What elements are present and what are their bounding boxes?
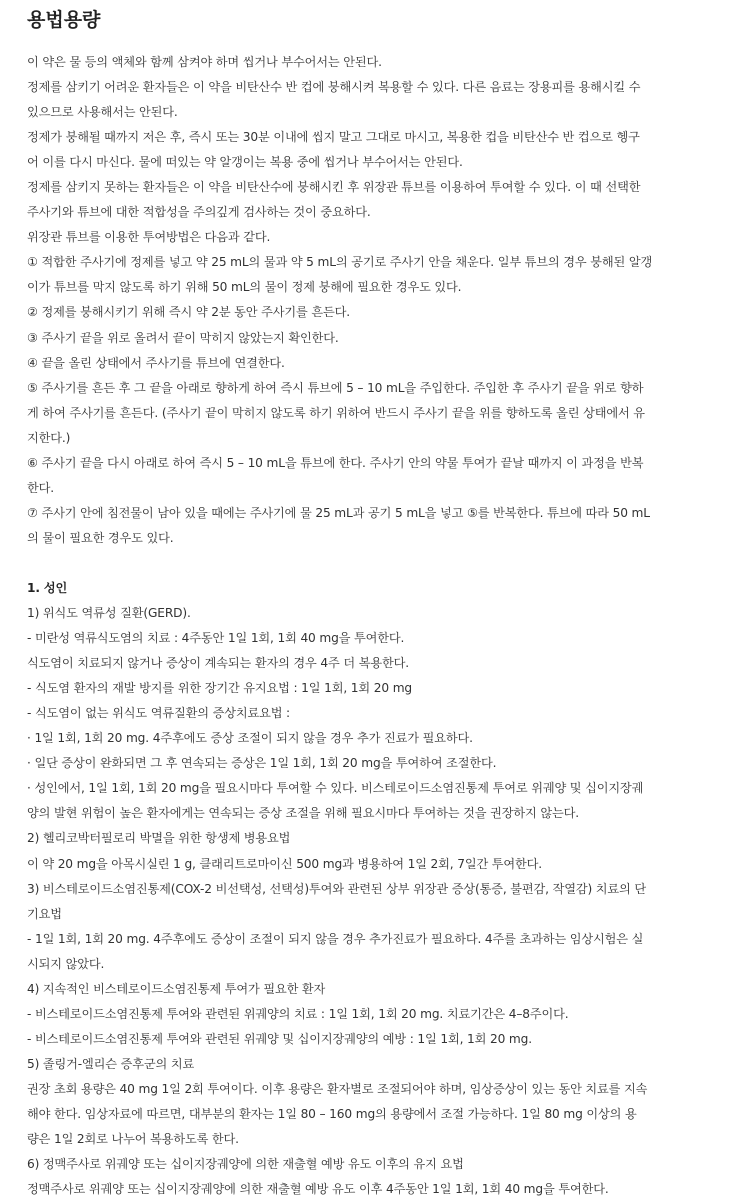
text-line: - 비스테로이드소염진통제 투여와 관련된 위궤양 및 십이지장궤양의 예방 : 1일 1회, 1회 20 mg. [27, 1031, 532, 1046]
text-line: 권장 초회 용량은 40 mg 1일 2회 투여이다. 이후 용량은 환자별로 조절되어야 하며, 임상증상이 있는 동안 치료를 지속 [27, 1081, 648, 1096]
text-line: ① 적합한 주사기에 정제를 넣고 약 25 mL의 물과 약 5 mL의 공기로 주사기 안을 채운다. 일부 튜브의 경우 붕해된 알갱 [27, 255, 653, 270]
text-line: · 일단 증상이 완화되면 그 후 연속되는 증상은 1일 1회, 1회 20 mg을 투여하여 조절한다. [27, 756, 497, 771]
text-line: 6) 정맥주사로 위궤양 또는 십이지장궤양에 의한 재출혈 예방 유도 이후의 유지 요법 [27, 1157, 464, 1172]
text-line: 한다. [27, 480, 54, 495]
text-line: 게 하여 주사기를 흔든다. (주사기 끝이 막히지 않도록 하기 위하여 반드시 주사기 끝을 위를 향하도록 올린 상태에서 유 [27, 405, 645, 420]
text-line: 4) 지속적인 비스테로이드소염진통제 투여가 필요한 환자 [27, 981, 326, 996]
text-line: 정제가 붕해될 때까지 저은 후, 즉시 또는 30분 이내에 씹지 말고 그대로 마시고, 복용한 컵을 비탄산수 반 컵으로 헹구 [27, 130, 640, 145]
text-line: 지한다.) [27, 430, 71, 445]
text-line: 식도염이 치료되지 않거나 증상이 계속되는 환자의 경우 4주 더 복용한다. [27, 656, 409, 671]
text-line: 이 약은 물 등의 액체와 함께 삼켜야 하며 씹거나 부수어서는 안된다. [27, 55, 382, 69]
text-line: - 식도염 환자의 재발 방지를 위한 장기간 유지요법 : 1일 1회, 1회 20 mg [27, 681, 413, 696]
text-line: ⑦ 주사기 안에 침전물이 남아 있을 때에는 주사기에 물 25 mL과 공기 5 mL을 넣고 ⑤를 반복한다. 튜브에 따라 50 mL [27, 505, 650, 520]
text-line: - 1일 1회, 1회 20 mg. 4주후에도 증상이 조절이 되지 않을 경우 추가진료가 필요하다. 4주를 초과하는 임상시험은 실 [27, 931, 644, 946]
text-line: 어 이를 다시 마신다. 물에 떠있는 약 알갱이는 복용 중에 씹거나 부수어서는 안된다. [27, 155, 463, 170]
page-title: 용법용량 [27, 9, 101, 31]
text-line: 주사기와 튜브에 대한 적합성을 주의깊게 검사하는 것이 중요하다. [27, 205, 371, 220]
text-line: 정맥주사로 위궤양 또는 십이지장궤양에 의한 재출혈 예방 유도 이후 4주동안 1일 1회, 1회 40 mg을 투여한다. [27, 1182, 609, 1197]
text-line: ③ 주사기 끝을 위로 올려서 끝이 막히지 않았는지 확인한다. [27, 330, 339, 345]
text-line: - 식도염이 없는 위식도 역류질환의 증상치료요법 : [27, 706, 291, 721]
text-line: ② 정제를 붕해시키기 위해 즉시 약 2분 동안 주사기를 흔든다. [27, 305, 350, 320]
text-line: 이 약 20 mg을 아목시실린 1 g, 클래리트로마이신 500 mg과 병용하여 1일 2회, 7일간 투여한다. [27, 856, 543, 871]
text-line: 의 물이 필요한 경우도 있다. [27, 530, 174, 545]
text-line: 해야 한다. 임상자료에 따르면, 대부분의 환자는 1일 80 – 160 mg의 용량에서 조절 가능하다. 1일 80 mg 이상의 용 [27, 1106, 637, 1121]
text-line: 량은 1일 2회로 나누어 복용하도록 한다. [27, 1132, 239, 1147]
text-line: 있으므로 사용해서는 안된다. [27, 105, 178, 120]
text-line: 이가 튜브를 막지 않도록 하기 위해 50 mL의 물이 정제 붕해에 필요한 경우도 있다. [27, 280, 462, 295]
section-heading: 1. 성인 [27, 580, 68, 595]
text-line: 시되지 않았다. [27, 956, 105, 971]
text-line: 5) 졸링거-엘리슨 증후군의 치료 [27, 1056, 195, 1071]
text-line: ④ 끝을 올린 상태에서 주사기를 튜브에 연결한다. [27, 355, 285, 370]
text-line: 1) 위식도 역류성 질환(GERD). [27, 606, 191, 621]
text-line: · 1일 1회, 1회 20 mg. 4주후에도 증상 조절이 되지 않을 경우 추가 진료가 필요하다. [27, 731, 473, 746]
text-line: 정제를 삼키지 못하는 환자들은 이 약을 비탄산수에 붕해시킨 후 위장관 튜브를 이용하여 투여할 수 있다. 이 때 선택한 [27, 180, 641, 195]
text-line: 3) 비스테로이드소염진통제(COX-2 비선택성, 선택성)투여와 관련된 상부 위장관 증상(통증, 불편감, 작열감) 치료의 단 [27, 881, 647, 896]
text-line: · 성인에서, 1일 1회, 1회 20 mg을 필요시마다 투여할 수 있다. 비스테로이드소염진통제 투여로 위궤양 및 십이지장궤 [27, 781, 644, 796]
text-line: - 미란성 역류식도염의 치료 : 4주동안 1일 1회, 1회 40 mg을 투여한다. [27, 631, 405, 646]
text-line: 정제를 삼키기 어려운 환자들은 이 약을 비탄산수 반 컵에 붕해시켜 복용할 수 있다. 다른 음료는 장용피를 용해시킬 수 [27, 80, 641, 95]
dosage-text-block [27, 50, 727, 1202]
blank-line [27, 551, 727, 576]
text-line: - 비스테로이드소염진통제 투여와 관련된 위궤양의 치료 : 1일 1회, 1회 20 mg. 치료기간은 4–8주이다. [27, 1006, 569, 1021]
text-line: ⑤ 주사기를 흔든 후 그 끝을 아래로 향하게 하여 즉시 튜브에 5 – 10 mL을 주입한다. 주입한 후 주사기 끝을 위로 향하 [27, 380, 644, 395]
text-line: 위장관 튜브를 이용한 투여방법은 다음과 같다. [27, 230, 271, 245]
text-line: 2) 헬리코박터필로리 박멸을 위한 항생제 병용요법 [27, 831, 291, 846]
text-line: 양의 발현 위험이 높은 환자에게는 연속되는 증상 조절을 위해 필요시마다 투여하는 것을 권장하지 않는다. [27, 806, 579, 821]
text-line: 기요법 [27, 906, 62, 921]
text-line: ⑥ 주사기 끝을 다시 아래로 하여 즉시 5 – 10 mL을 튜브에 한다. 주사기 안의 약물 투여가 끝날 때까지 이 과정을 반복 [27, 455, 644, 470]
